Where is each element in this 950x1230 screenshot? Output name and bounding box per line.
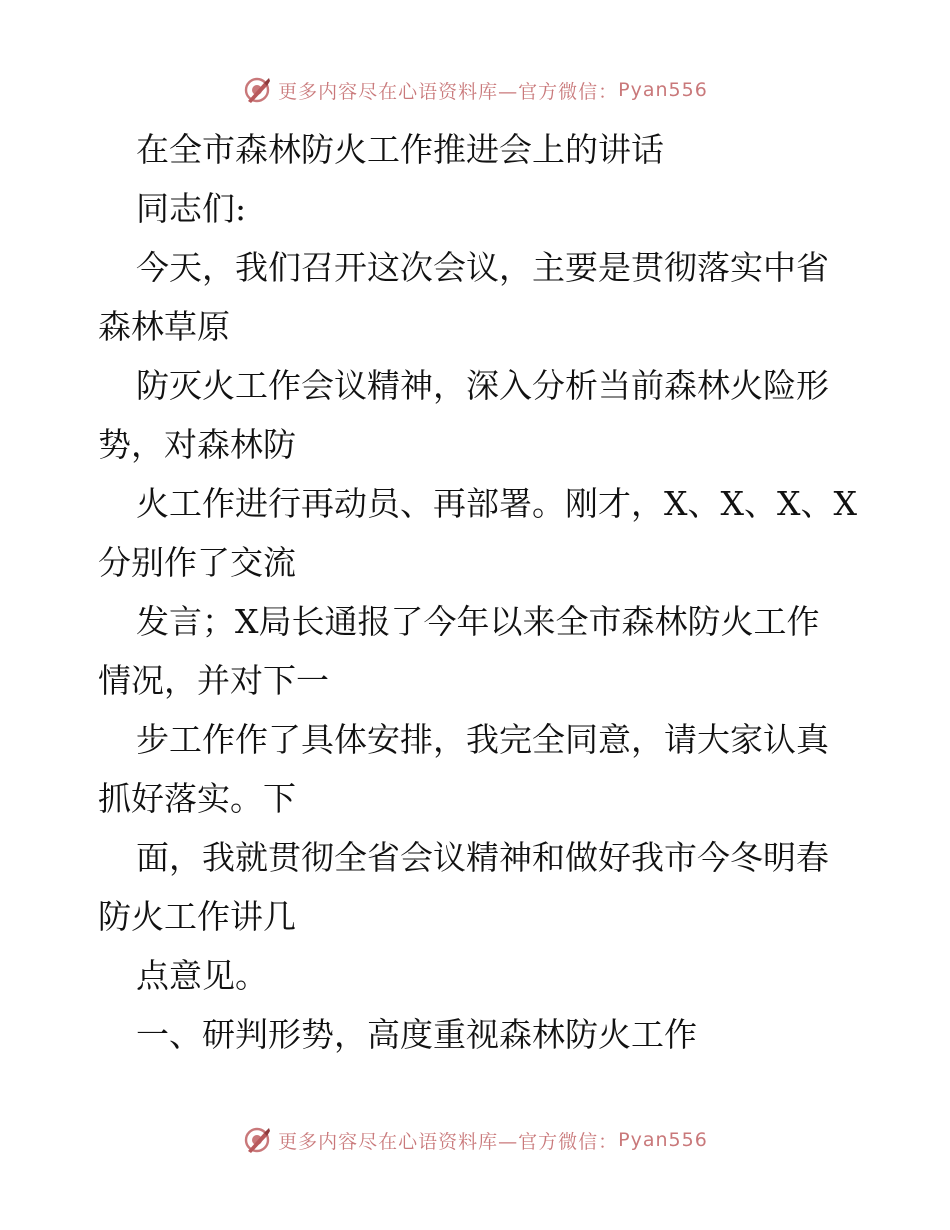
footer-watermark-banner (0, 1120, 950, 1160)
paragraph-line: 今天，我们召开这次会议，主要是贯彻落实中省 (136, 248, 829, 287)
pen-logo-icon (242, 75, 272, 105)
footer-wechat-id: Pyan556 (618, 1129, 708, 1151)
salutation: 同志们: (136, 189, 247, 228)
paragraph-line: 势，对森林防 (98, 425, 296, 464)
speech-body (98, 120, 858, 1064)
header-watermark-banner (0, 70, 950, 110)
paragraph-line: 火工作进行再动员、再部署。刚才，X、X、X、X (136, 484, 857, 523)
paragraph-line: 步工作作了具体安排，我完全同意，请大家认真 (136, 720, 829, 759)
section-heading: 一、研判形势，高度重视森林防火工作 (136, 1015, 697, 1054)
speech-title: 在全市森林防火工作推进会上的讲话 (136, 130, 664, 169)
paragraph-line: 情况，并对下一 (98, 661, 329, 700)
header-banner-text: 更多内容尽在心语资料库—官方微信： (278, 80, 619, 103)
paragraph-line: 面，我就贯彻全省会议精神和做好我市今冬明春 (136, 838, 829, 877)
paragraph-line: 抓好落实。下 (98, 779, 296, 818)
paragraph-line: 分别作了交流 (98, 543, 296, 582)
header-wechat-id: Pyan556 (618, 79, 708, 101)
paragraph-line: 森林草原 (98, 307, 230, 346)
pen-logo-icon (242, 1125, 272, 1155)
paragraph-line: 发言；X局长通报了今年以来全市森林防火工作 (136, 602, 820, 641)
paragraph-line: 点意见。 (136, 956, 268, 995)
paragraph-line: 防火工作讲几 (98, 897, 296, 936)
footer-banner-text: 更多内容尽在心语资料库—官方微信： (278, 1130, 619, 1153)
paragraph-line: 防灭火工作会议精神，深入分析当前森林火险形 (136, 366, 829, 405)
